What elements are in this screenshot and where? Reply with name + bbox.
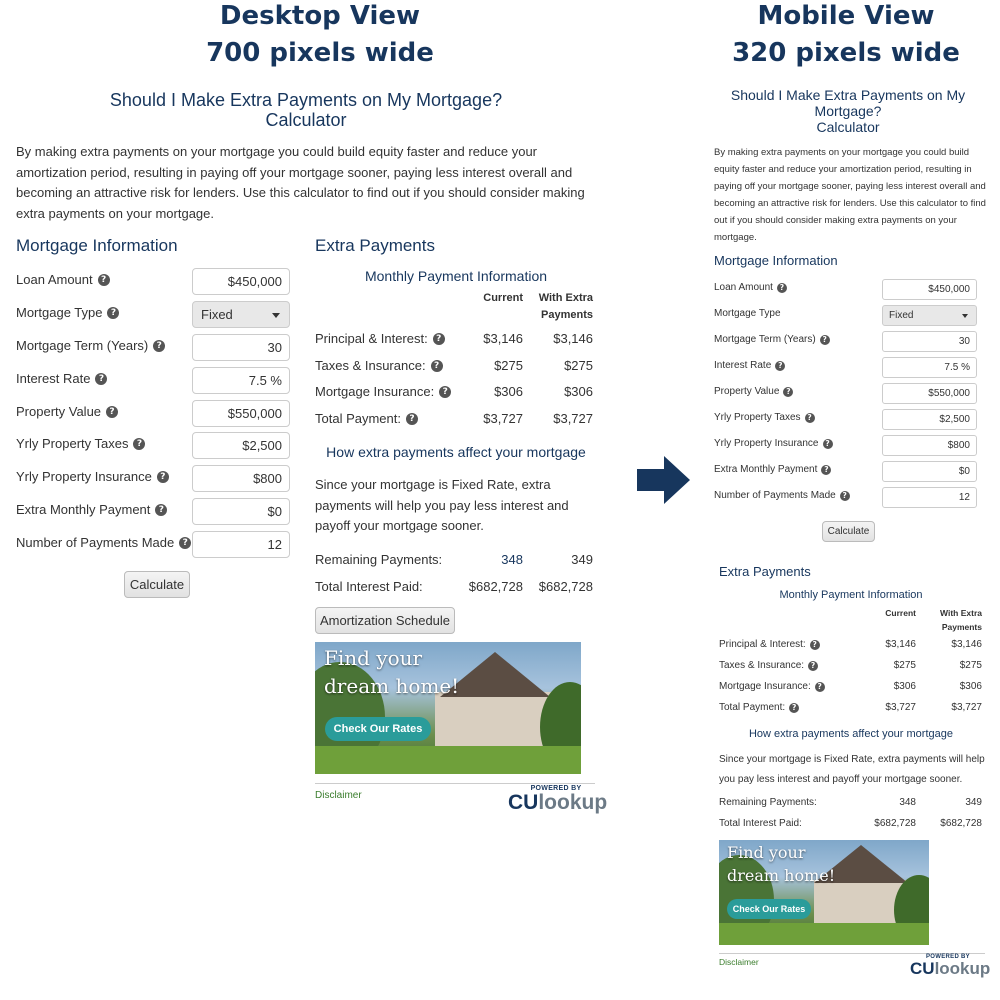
desktop-footer-divider — [315, 783, 595, 784]
ad-headline-line2: dream home! — [324, 674, 460, 698]
desktop-col-current: Current — [483, 292, 523, 304]
desktop-input-mortgage-term-years[interactable]: 30 — [192, 334, 290, 361]
mobile-input-extra-monthly-payment[interactable]: $0 — [882, 461, 977, 482]
mobile-col-extra-line1: With Extra — [940, 608, 982, 618]
mobile-extra-taxes-insurance: $275 — [959, 660, 982, 671]
mobile-ad-lawn — [719, 923, 929, 945]
mobile-monthly-heading: Monthly Payment Information — [779, 589, 923, 601]
mobile-field-label-yrly-property-taxes — [714, 412, 815, 423]
mobile-col-extra-line2: Payments — [941, 622, 982, 632]
help-icon[interactable]: ? — [789, 703, 799, 713]
desktop-input-interest-rate[interactable]: 7.5 % — [192, 367, 290, 394]
desktop-amortization-button[interactable]: Amortization Schedule — [315, 607, 455, 634]
desktop-field-label-mortgage-term-years — [16, 338, 165, 353]
mobile-disclaimer-link[interactable]: Disclaimer — [719, 957, 759, 967]
field-label-text: Yrly Property Insurance — [714, 438, 819, 449]
desktop-current-taxes-insurance: $275 — [494, 358, 523, 373]
desktop-col-extra-line1: With Extra — [538, 292, 593, 304]
desktop-row-mortgage-insurance — [315, 384, 451, 399]
desktop-affect-text: Since your mortgage is Fixed Rate, extra payments will help you pay less interest and payoff your mortgage sooner. — [315, 477, 569, 533]
mobile-interest-label-text: Total Interest Paid: — [719, 818, 802, 829]
arrow-right-icon-head — [664, 456, 690, 504]
mobile-logo-cu: CU — [910, 959, 935, 978]
desktop-field-label-interest-rate — [16, 371, 107, 386]
desktop-monthly-heading: Monthly Payment Information — [364, 268, 548, 284]
desktop-current-principal-interest: $3,146 — [483, 331, 523, 346]
desktop-row-taxes-insurance — [315, 358, 443, 373]
field-label-text: Mortgage Type — [714, 308, 781, 319]
row-label-text: Total Payment: — [315, 411, 401, 426]
mobile-logo-powered-by: POWERED BY — [925, 954, 970, 960]
desktop-disclaimer-link[interactable]: Disclaimer — [315, 790, 362, 801]
mobile-calculator-title — [712, 87, 984, 135]
field-label-text: Loan Amount — [714, 282, 773, 293]
mobile-extra-principal-interest: $3,146 — [951, 639, 982, 650]
mobile-remaining-current: 348 — [899, 797, 916, 808]
desktop-remaining-extra: 349 — [571, 552, 593, 567]
mobile-interest-label — [719, 818, 802, 829]
desktop-field-label-number-of-payments-made — [16, 535, 191, 550]
field-label-text: Extra Monthly Payment — [16, 502, 151, 517]
mobile-row-total-payment — [719, 702, 799, 713]
field-label-text: Mortgage Type — [16, 305, 103, 320]
desktop-extra-total-payment: $3,727 — [553, 411, 593, 426]
desktop-calculator-title — [16, 90, 596, 130]
help-icon[interactable]: ? — [106, 406, 118, 418]
desktop-title-line1: Should I Make Extra Payments on My Mortgage? — [109, 90, 503, 110]
mobile-field-label-mortgage-term-years — [714, 334, 830, 345]
field-label-text: Yrly Property Insurance — [16, 469, 152, 484]
mobile-current-taxes-insurance: $275 — [893, 660, 916, 671]
desktop-input-number-of-payments-made[interactable]: 12 — [192, 531, 290, 558]
desktop-calculate-button[interactable]: Calculate — [124, 571, 190, 598]
mobile-col-current: Current — [885, 608, 916, 618]
help-icon[interactable]: ? — [153, 340, 165, 352]
mobile-ad-cta-button[interactable]: Check Our Rates — [727, 899, 811, 919]
chevron-down-icon — [962, 314, 968, 318]
desktop-interest-current: $682,728 — [468, 579, 523, 594]
desktop-extra-principal-interest: $3,146 — [553, 331, 593, 346]
mobile-field-label-interest-rate — [714, 360, 785, 371]
chevron-down-icon — [272, 313, 280, 318]
help-icon[interactable]: ? — [179, 537, 191, 549]
help-icon[interactable]: ? — [95, 373, 107, 385]
mobile-affect-text: Since your mortgage is Fixed Rate, extra payments will help you pay less interest and payoff your mortgage sooner. — [719, 754, 985, 785]
help-icon[interactable]: ? — [821, 465, 831, 475]
mobile-remaining-label — [719, 797, 817, 808]
desktop-view-heading-line1: Desktop View — [219, 1, 421, 31]
desktop-input-extra-monthly-payment[interactable]: $0 — [192, 498, 290, 525]
desktop-title-line2: Calculator — [265, 110, 347, 130]
mobile-title-line2: Mortgage? — [814, 103, 882, 119]
desktop-logo-name — [508, 791, 608, 814]
mobile-extra-total-payment: $3,727 — [951, 702, 982, 713]
mobile-ad-headline-line1: Find your — [727, 843, 806, 862]
mobile-row-principal-interest — [719, 639, 820, 650]
help-icon[interactable]: ? — [133, 438, 145, 450]
mobile-current-mortgage-insurance: $306 — [893, 681, 916, 692]
help-icon[interactable]: ? — [820, 335, 830, 345]
help-icon[interactable]: ? — [805, 413, 815, 423]
row-label-text: Total Payment: — [719, 702, 786, 713]
desktop-logo-powered-by: POWERED BY — [530, 785, 582, 792]
field-label-text: Interest Rate — [16, 371, 91, 386]
help-icon[interactable]: ? — [406, 413, 418, 425]
help-icon[interactable]: ? — [98, 274, 110, 286]
mobile-col-extra — [926, 606, 982, 634]
desktop-extra-taxes-insurance: $275 — [564, 358, 593, 373]
desktop-mortgage-type-select[interactable] — [192, 301, 290, 328]
help-icon[interactable]: ? — [107, 307, 119, 319]
mobile-field-label-number-of-payments-made — [714, 490, 850, 501]
desktop-interest-label-text: Total Interest Paid: — [315, 579, 423, 594]
arrow-right-icon — [637, 469, 665, 491]
mobile-view-heading-line2: 320 pixels wide — [732, 38, 960, 68]
desktop-remaining-current: 348 — [501, 552, 523, 567]
mobile-current-principal-interest: $3,146 — [885, 639, 916, 650]
desktop-field-label-yrly-property-insurance — [16, 469, 169, 484]
mobile-intro-text: By making extra payments on your mortgage you could build equity faster and reduce your amortization period, resulting in paying off your mortgage sooner, paying less interest overall and becoming an attractive risk for lenders. Use this calculator to find out if you should consider making extra payments on your mortgage. — [714, 147, 986, 243]
desktop-input-yrly-property-taxes[interactable]: $2,500 — [192, 432, 290, 459]
desktop-extra-mortgage-insurance: $306 — [564, 384, 593, 399]
desktop-remaining-label-text: Remaining Payments: — [315, 552, 443, 567]
desktop-input-property-value[interactable]: $550,000 — [192, 400, 290, 427]
row-label-text: Mortgage Insurance: — [719, 681, 811, 692]
desktop-input-loan-amount[interactable]: $450,000 — [192, 268, 290, 295]
help-icon[interactable]: ? — [783, 387, 793, 397]
desktop-extra-payments-heading: Extra Payments — [315, 236, 435, 255]
row-label-text: Principal & Interest: — [315, 331, 428, 346]
desktop-field-label-extra-monthly-payment — [16, 502, 167, 517]
mobile-input-loan-amount[interactable]: $450,000 — [882, 279, 977, 300]
mobile-logo-lookup: lookup — [934, 959, 991, 978]
desktop-interest-extra: $682,728 — [538, 579, 593, 594]
mobile-remaining-label-text: Remaining Payments: — [719, 797, 817, 808]
mobile-title-line1: Should I Make Extra Payments on My — [730, 87, 966, 103]
desktop-view-heading — [120, 0, 520, 72]
mobile-logo-name — [910, 959, 991, 978]
mobile-calculate-button[interactable]: Calculate — [822, 521, 875, 542]
mobile-input-yrly-property-insurance[interactable]: $800 — [882, 435, 977, 456]
row-label-text: Taxes & Insurance: — [315, 358, 426, 373]
desktop-remaining-label — [315, 552, 442, 567]
mobile-ad-headline-line2: dream home! — [727, 866, 836, 885]
desktop-mortgage-info-heading: Mortgage Information — [16, 236, 178, 255]
help-icon[interactable]: ? — [433, 333, 445, 345]
mobile-row-taxes-insurance — [719, 660, 818, 671]
mobile-ad-banner[interactable] — [719, 840, 929, 945]
mobile-input-property-value[interactable]: $550,000 — [882, 383, 977, 404]
desktop-field-label-mortgage-type — [16, 305, 119, 320]
mobile-mortgage-type-select[interactable] — [882, 305, 977, 326]
field-label-text: Yrly Property Taxes — [16, 436, 129, 451]
field-label-text: Property Value — [16, 404, 102, 419]
mobile-field-label-loan-amount — [714, 282, 787, 293]
mobile-extra-payments-heading: Extra Payments — [719, 564, 811, 579]
field-label-text: Yrly Property Taxes — [714, 412, 801, 423]
select-value: Fixed — [889, 310, 914, 321]
mobile-view-heading-line1: Mobile View — [757, 1, 935, 31]
field-label-text: Interest Rate — [714, 360, 772, 371]
help-icon[interactable]: ? — [775, 361, 785, 371]
mobile-field-label-extra-monthly-payment — [714, 464, 831, 475]
mobile-field-label-yrly-property-insurance — [714, 438, 833, 449]
help-icon[interactable]: ? — [155, 504, 167, 516]
desktop-interest-label — [315, 579, 423, 594]
desktop-affect-heading: How extra payments affect your mortgage — [326, 444, 586, 460]
row-label-text: Principal & Interest: — [719, 639, 806, 650]
mobile-row-mortgage-insurance — [719, 681, 825, 692]
field-label-text: Extra Monthly Payment — [714, 464, 818, 475]
desktop-field-label-loan-amount — [16, 272, 110, 287]
mobile-mortgage-info-heading: Mortgage Information — [714, 253, 838, 268]
desktop-current-mortgage-insurance: $306 — [494, 384, 523, 399]
desktop-ad-banner[interactable] — [315, 642, 581, 774]
desktop-intro-text: By making extra payments on your mortgage you could build equity faster and reduce your amortization period, resulting in paying off your mortgage sooner, paying less interest overall and becoming an attractive risk for lenders. Use this calculator to find out if you should consider making extra payments on your mortgage. — [16, 144, 585, 221]
mobile-extra-mortgage-insurance: $306 — [959, 681, 982, 692]
field-label-text: Mortgage Term (Years) — [16, 338, 149, 353]
row-label-text: Taxes & Insurance: — [719, 660, 805, 671]
help-icon[interactable]: ? — [777, 283, 787, 293]
help-icon[interactable]: ? — [808, 661, 818, 671]
field-label-text: Mortgage Term (Years) — [714, 334, 816, 345]
mobile-culookup-logo[interactable] — [910, 954, 991, 978]
desktop-current-total-payment: $3,727 — [483, 411, 523, 426]
help-icon[interactable]: ? — [810, 640, 820, 650]
desktop-logo-cu: CU — [508, 791, 539, 814]
select-value: Fixed — [201, 307, 233, 322]
help-icon[interactable]: ? — [815, 682, 825, 692]
desktop-col-extra-line2: Payments — [541, 309, 593, 321]
mobile-input-number-of-payments-made[interactable]: 12 — [882, 487, 977, 508]
desktop-input-yrly-property-insurance[interactable]: $800 — [192, 465, 290, 492]
ad-cta-button[interactable]: Check Our Rates — [325, 717, 431, 741]
help-icon[interactable]: ? — [439, 386, 451, 398]
mobile-field-label-property-value — [714, 386, 793, 397]
desktop-field-label-yrly-property-taxes — [16, 436, 145, 451]
field-label-text: Number of Payments Made — [16, 535, 175, 550]
desktop-field-label-property-value — [16, 404, 118, 419]
mobile-interest-extra: $682,728 — [940, 818, 982, 829]
mobile-affect-heading: How extra payments affect your mortgage — [748, 728, 953, 740]
mobile-interest-current: $682,728 — [874, 818, 916, 829]
mobile-remaining-extra: 349 — [965, 797, 982, 808]
desktop-culookup-logo[interactable] — [508, 785, 608, 814]
ad-headline-line1: Find your — [324, 646, 423, 670]
row-label-text: Mortgage Insurance: — [315, 384, 435, 399]
help-icon[interactable]: ? — [157, 471, 169, 483]
desktop-view-heading-line2: 700 pixels wide — [206, 38, 434, 68]
desktop-row-total-payment — [315, 411, 418, 426]
mobile-field-label-mortgage-type — [714, 308, 781, 319]
help-icon[interactable]: ? — [840, 491, 850, 501]
help-icon[interactable]: ? — [823, 439, 833, 449]
field-label-text: Number of Payments Made — [714, 490, 836, 501]
desktop-col-extra — [528, 290, 593, 324]
ad-lawn — [315, 746, 581, 774]
mobile-input-interest-rate[interactable]: 7.5 % — [882, 357, 977, 378]
field-label-text: Loan Amount — [16, 272, 93, 287]
mobile-view-heading — [696, 0, 996, 72]
desktop-row-principal-interest — [315, 331, 445, 346]
field-label-text: Property Value — [714, 386, 780, 397]
desktop-logo-lookup: lookup — [538, 791, 608, 814]
mobile-input-yrly-property-taxes[interactable]: $2,500 — [882, 409, 977, 430]
mobile-title-line3: Calculator — [816, 119, 880, 135]
help-icon[interactable]: ? — [431, 360, 443, 372]
mobile-input-mortgage-term-years[interactable]: 30 — [882, 331, 977, 352]
mobile-current-total-payment: $3,727 — [885, 702, 916, 713]
